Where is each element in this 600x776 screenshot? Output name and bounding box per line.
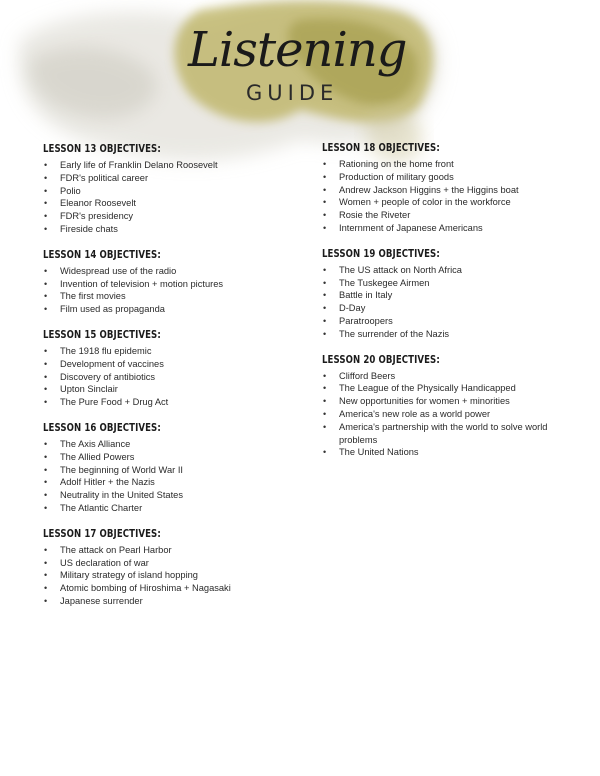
left-column xyxy=(43,142,293,620)
lesson-16-section xyxy=(43,421,293,515)
objective-item: • America's new role as a world power xyxy=(322,408,572,421)
objective-item: • The US attack on North Africa xyxy=(322,264,572,277)
objective-item: • America's partnership with the world to solve world problems xyxy=(322,421,572,447)
objective-item: • The Pure Food + Drug Act xyxy=(43,396,293,409)
lesson-15-objectives xyxy=(43,345,293,409)
objective-item: • The Atlantic Charter xyxy=(43,502,293,515)
objective-item: • Military strategy of island hopping xyxy=(43,569,293,582)
lesson-13-objectives xyxy=(43,159,293,236)
lesson-17-section xyxy=(43,527,293,608)
objective-item: • Paratroopers xyxy=(322,315,572,328)
objective-item: • Discovery of antibiotics xyxy=(43,371,293,384)
lesson-13-section xyxy=(43,142,293,236)
right-column xyxy=(322,141,572,471)
objective-item: • The Tuskegee Airmen xyxy=(322,277,572,290)
lesson-15-heading: LESSON 15 OBJECTIVES: xyxy=(43,328,161,341)
objective-item: • Battle in Italy xyxy=(322,289,572,302)
lesson-19-section xyxy=(322,247,572,341)
lesson-18-heading: LESSON 18 OBJECTIVES: xyxy=(322,142,440,154)
objective-item: • Production of military goods xyxy=(322,171,572,184)
objective-item: • The first movies xyxy=(43,290,293,303)
objective-item: • The attack on Pearl Harbor xyxy=(43,544,293,557)
lesson-17-objectives xyxy=(43,544,293,608)
lesson-16-heading: LESSON 16 OBJECTIVES: xyxy=(43,421,161,434)
objective-item: • New opportunities for women + minorities xyxy=(322,395,572,408)
objective-item: • Adolf Hitler + the Nazis xyxy=(43,476,293,489)
objective-item: • The Axis Alliance xyxy=(43,438,293,451)
objective-item: • US declaration of war xyxy=(43,557,293,570)
objective-item: • The beginning of World War II xyxy=(43,464,293,477)
objective-item: • The United Nations xyxy=(322,446,572,459)
title-script: Listening xyxy=(188,22,407,78)
objective-item: • Clifford Beers xyxy=(322,370,572,383)
lesson-20-heading: LESSON 20 OBJECTIVES: xyxy=(322,353,440,366)
objective-item: • The 1918 flu epidemic xyxy=(43,345,293,358)
objective-item: • Japanese surrender xyxy=(43,595,293,608)
objective-item: • D-Day xyxy=(322,302,572,315)
lesson-17-heading: LESSON 17 OBJECTIVES: xyxy=(43,527,161,540)
lesson-19-heading: LESSON 19 OBJECTIVES: xyxy=(322,247,440,260)
objective-item: • Rosie the Riveter xyxy=(322,209,572,222)
objective-item: • Invention of television + motion pictures xyxy=(43,278,293,291)
objective-item: • Early life of Franklin Delano Roosevelt xyxy=(43,159,293,172)
objective-item: • Fireside chats xyxy=(43,223,293,236)
lesson-16-objectives xyxy=(43,438,293,515)
lesson-14-section xyxy=(43,248,293,316)
objective-item: • Polio xyxy=(43,185,293,198)
objective-item: • Neutrality in the United States xyxy=(43,489,293,502)
objective-item: • Atomic bombing of Hiroshima + Nagasaki xyxy=(43,582,293,595)
objective-item: • The surrender of the Nazis xyxy=(322,328,572,341)
lesson-18-section xyxy=(322,141,572,235)
objective-item: • Internment of Japanese Americans xyxy=(322,222,572,235)
objective-item: • The Allied Powers xyxy=(43,451,293,464)
objective-item: • Widespread use of the radio xyxy=(43,265,293,278)
objective-item: • Eleanor Roosevelt xyxy=(43,197,293,210)
lesson-14-heading: LESSON 14 OBJECTIVES: xyxy=(43,248,161,261)
objective-item: • FDR's presidency xyxy=(43,210,293,223)
lesson-14-objectives xyxy=(43,265,293,316)
objective-item: • Film used as propaganda xyxy=(43,303,293,316)
objective-item: • Upton Sinclair xyxy=(43,383,293,396)
objective-item: • Women + people of color in the workforce xyxy=(322,196,572,209)
objective-item: • Development of vaccines xyxy=(43,358,293,371)
objective-item: • The League of the Physically Handicapped xyxy=(322,382,572,395)
objective-item: • Rationing on the home front xyxy=(322,158,572,171)
lesson-18-objectives xyxy=(322,158,572,235)
lesson-20-section xyxy=(322,353,572,460)
lesson-20-objectives xyxy=(322,370,572,460)
title-guide: GUIDE xyxy=(246,81,339,105)
lesson-13-heading: LESSON 13 OBJECTIVES: xyxy=(43,143,161,155)
lesson-19-objectives xyxy=(322,264,572,341)
objective-item: • FDR's political career xyxy=(43,172,293,185)
lesson-15-section xyxy=(43,328,293,409)
objective-item: • Andrew Jackson Higgins + the Higgins boat xyxy=(322,184,572,197)
